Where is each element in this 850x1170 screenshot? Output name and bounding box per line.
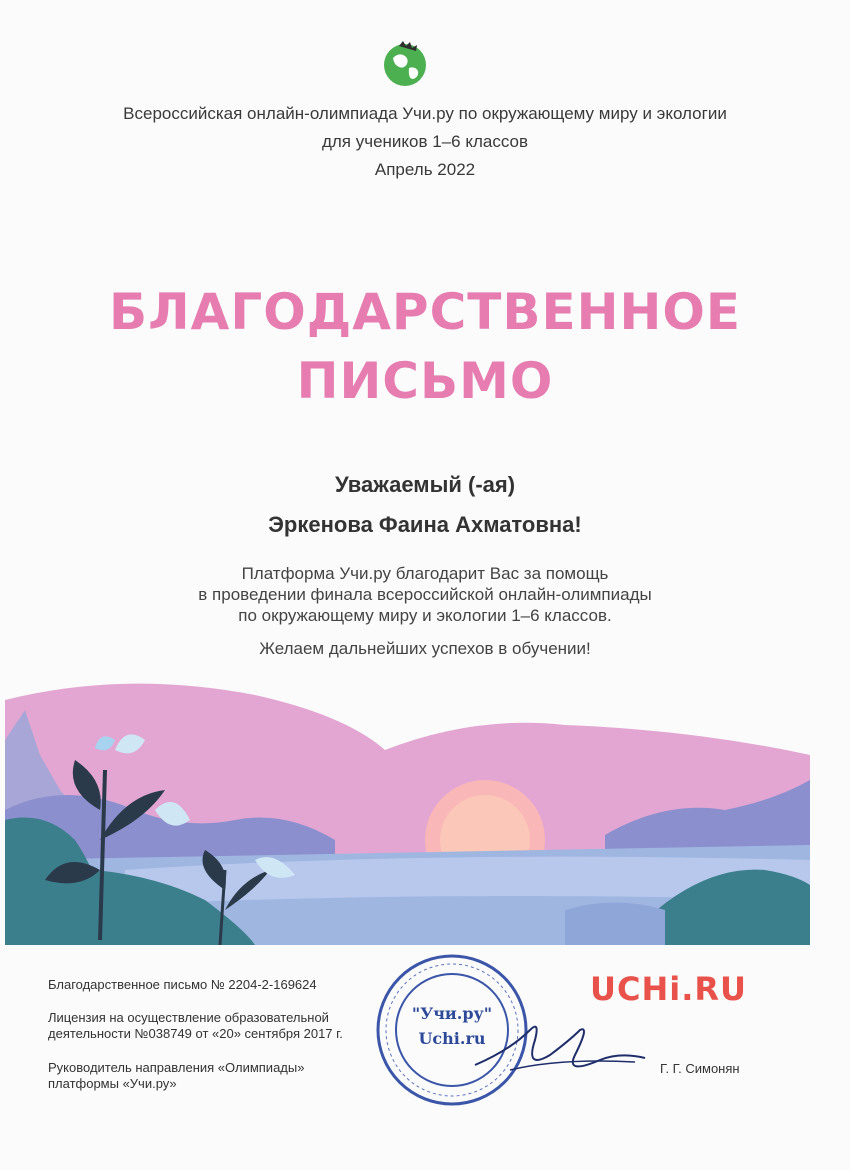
body-line-1: Платформа Учи.ру благодарит Вас за помощь (241, 564, 609, 583)
body-line-2: в проведении финала всероссийской онлайн-олимпиады (198, 585, 652, 604)
stamp-text-line-2: Uchi.ru (418, 1029, 486, 1048)
uchi-ru-logo: UCHi.RU (590, 970, 747, 1008)
head-title-line-2: платформы «Учи.ру» (48, 1076, 177, 1091)
header-date: Апрель 2022 (374, 160, 476, 179)
header-olympiad-title: Всероссийская онлайн-олимпиада Учи.ру по окружающему миру и экологии (123, 104, 727, 123)
globe-icon (381, 40, 429, 88)
landscape-illustration (5, 670, 810, 945)
header-grades: для учеников 1–6 классов (321, 132, 529, 151)
document-title-line2: ПИСЬМО (296, 352, 554, 410)
body-line-3: по окружающему миру и экологии 1–6 классов. (238, 606, 612, 625)
signature (470, 1010, 650, 1080)
letter-number: Благодарственное письмо № 2204-2-169624 (48, 977, 317, 992)
body-wish: Желаем дальнейших успехов в обучении! (259, 639, 591, 658)
stamp-text-line-1: "Учи.ру" (411, 1004, 493, 1023)
license-line-2: деятельности №038749 от «20» сентября 2017 г. (48, 1026, 343, 1041)
head-title-line-1: Руководитель направления «Олимпиады» (48, 1060, 305, 1075)
salutation: Уважаемый (-ая) (334, 472, 516, 497)
recipient-name: Эркенова Фаина Ахматовна! (268, 512, 582, 537)
license-line-1: Лицензия на осуществление образовательной (48, 1010, 329, 1025)
signer-name: Г. Г. Симонян (660, 1061, 740, 1076)
document-title-line1: БЛАГОДАРСТВЕННОЕ (109, 283, 741, 341)
